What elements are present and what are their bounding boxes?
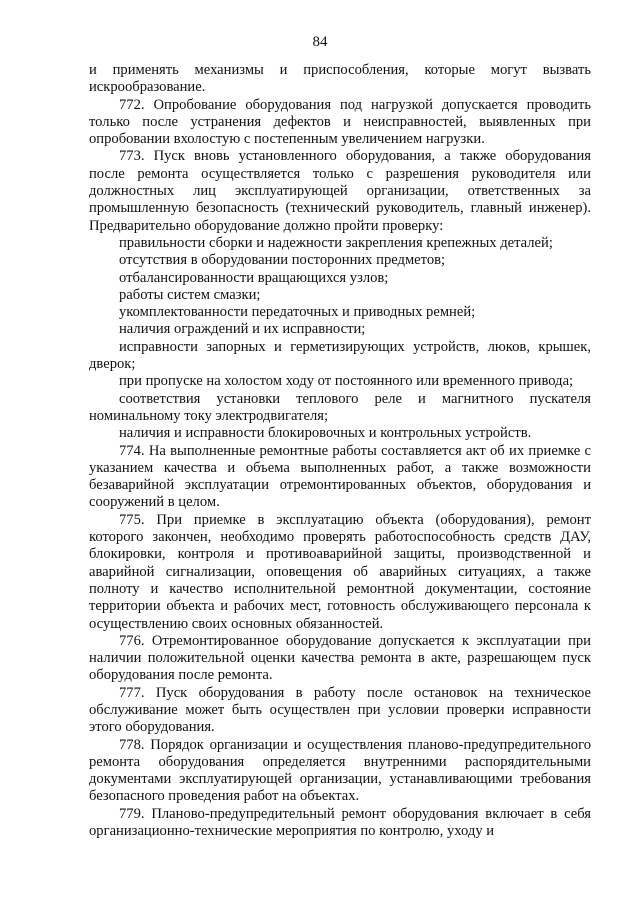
paragraph-772: 772. Опробование оборудования под нагрузкой допускается проводить только после устранения дефектов и неисправностей, выявленных при опробовании вхолостую с постепенным увеличением нагрузки. xyxy=(89,96,591,148)
check-item: исправности запорных и герметизирующих устройств, люков, крышек, дверок; xyxy=(89,338,591,373)
check-item: соответствия установки теплового реле и магнитного пускателя номинальному току электродвигателя; xyxy=(89,390,591,424)
paragraph-779: 779. Планово-предупредительный ремонт оборудования включает в себя организационно-технические мероприятия по контролю, уходу и xyxy=(89,805,591,840)
paragraph-continuation: и применять механизмы и приспособления, которые могут вызвать искрообразование. xyxy=(89,62,591,96)
check-item: укомплектованности передаточных и приводных ремней; xyxy=(119,304,476,321)
paragraph-773: 773. Пуск вновь установленного оборудования, а также оборудования после ремонта осуществляется только с разрешения руководителя или должностных лиц эксплуатирующей организации, ответственных за промышленную безопасность (технический руководитель, главный инженер). Предварительно оборудование должно пройти проверку: xyxy=(89,148,591,234)
page-number: 84 xyxy=(312,34,328,50)
check-item: при пропуске на холостом ходу от постоянного или временного привода; xyxy=(119,373,574,390)
paragraph-775: 775. При приемке в эксплуатацию объекта (оборудования), ремонт которого закончен, необходимо проверять работоспособность средств ДАУ, блокировки, контроля и противоаварийной защиты, производственной и аварийной сигнализации, оповещения об аварийных ситуациях, а также полноту и качество исполнительной ремонтной документации, состояние территории объекта и рабочих мест, готовность обслуживающего персонала к осуществлению своих основных обязанностей. xyxy=(89,511,591,632)
check-item: наличия и исправности блокировочных и контрольных устройств. xyxy=(119,425,532,442)
paragraph-777: 777. Пуск оборудования в работу после остановок на техническое обслуживание может быть осуществлен при условии проверки исправности этого оборудования. xyxy=(89,684,591,736)
body-text xyxy=(89,62,591,840)
check-item: отбалансированности вращающихся узлов; xyxy=(119,269,389,286)
paragraph-776: 776. Отремонтированное оборудование допускается к эксплуатации при наличии положительной оценки качества ремонта в акте, разрешающем пуск оборудования после ремонта. xyxy=(89,632,591,684)
check-item: наличия ограждений и их исправности; xyxy=(119,321,366,338)
check-item: работы систем смазки; xyxy=(119,286,261,303)
paragraph-778: 778. Порядок организации и осуществления планово-предупредительного ремонта оборудования определяется внутренними распорядительными документами эксплуатирующей организации, устанавливающими требования безопасного проведения работ на объектах. xyxy=(89,736,591,805)
check-item: отсутствия в оборудовании посторонних предметов; xyxy=(119,252,446,269)
paragraph-774: 774. На выполненные ремонтные работы составляется акт об их приемке с указанием качества и объема выполненных работ, а также возможности безаварийной эксплуатации отремонтированных объектов, оборудования и сооружений в целом. xyxy=(89,442,591,511)
check-item: правильности сборки и надежности закрепления крепежных деталей; xyxy=(119,234,553,251)
